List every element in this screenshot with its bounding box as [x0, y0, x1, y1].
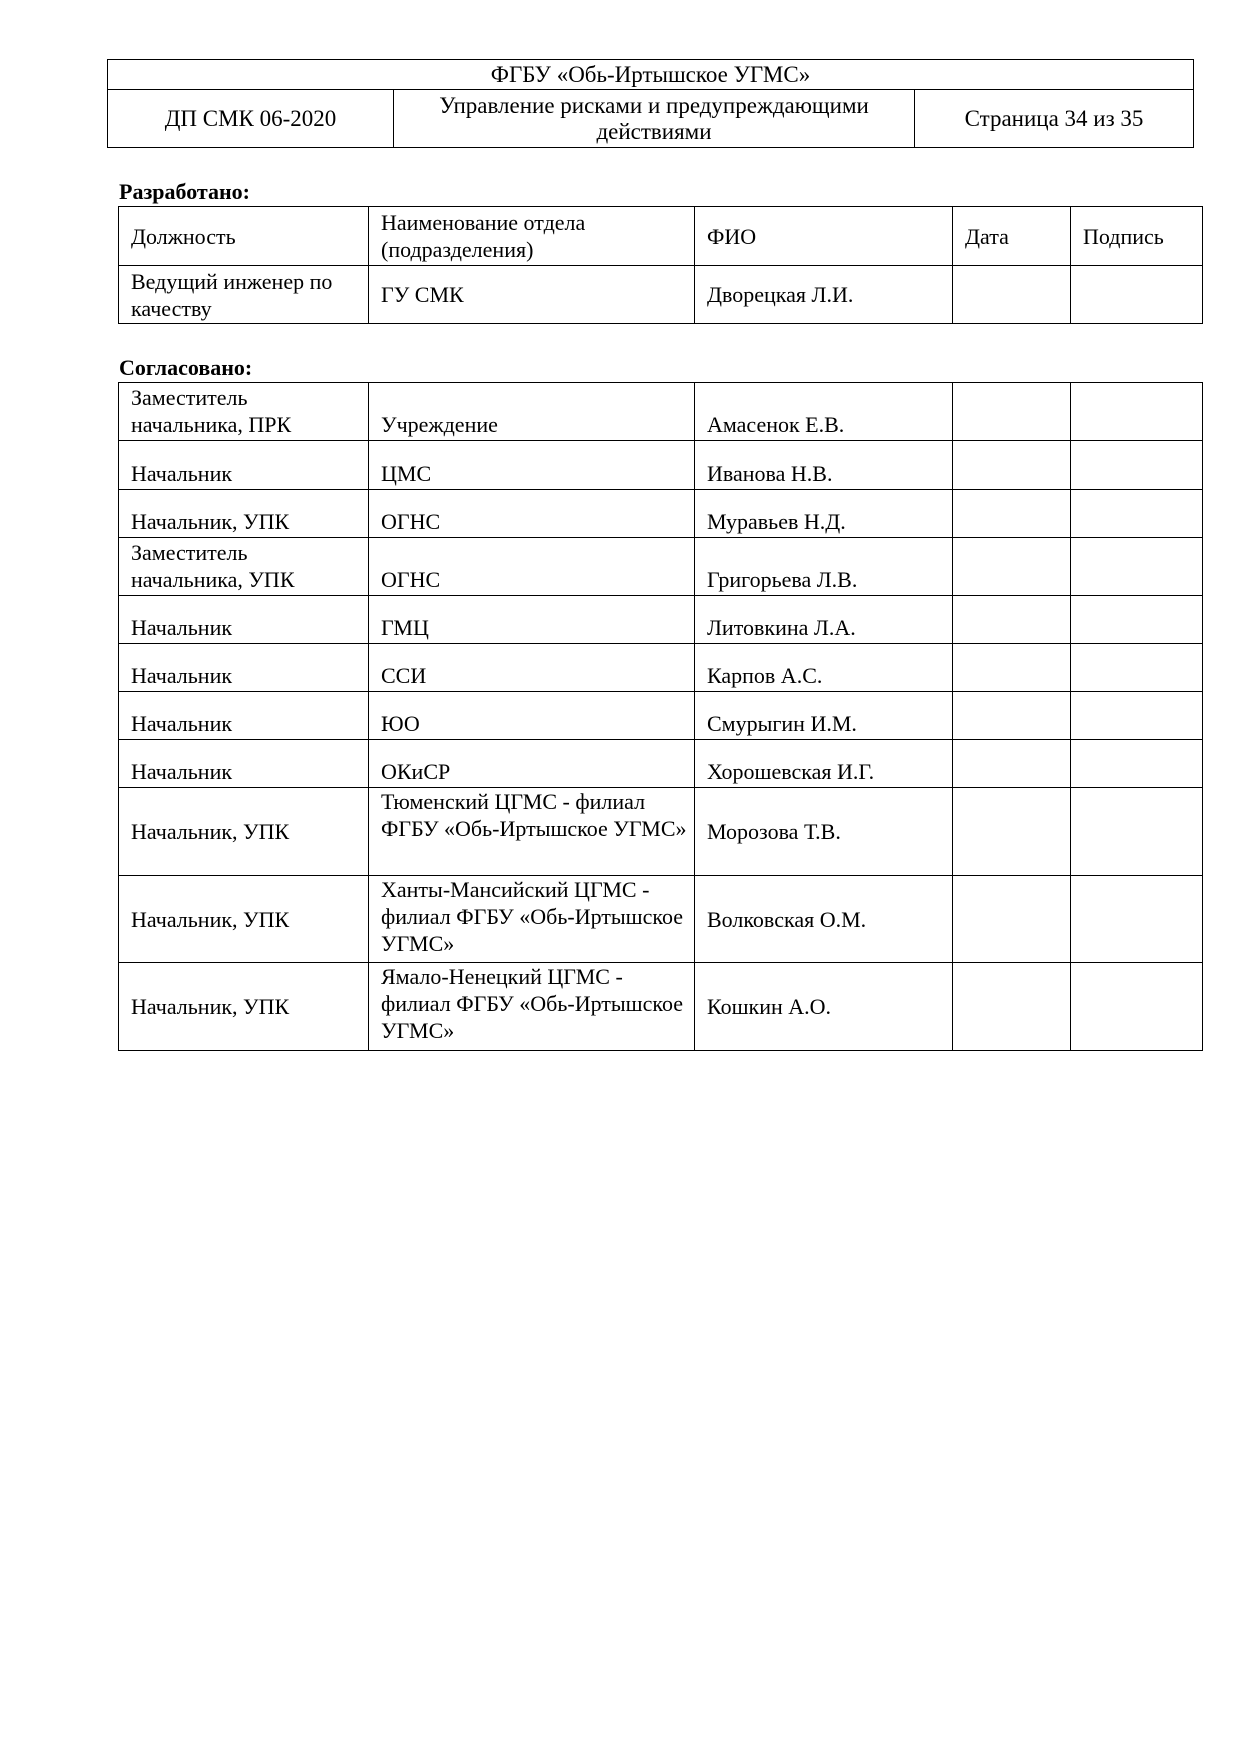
signature-cell [1071, 876, 1203, 963]
organization-name: ФГБУ «Обь-Иртышское УГМС» [108, 60, 1194, 90]
date-cell [953, 383, 1071, 441]
position-cell: Начальник [119, 740, 369, 788]
column-header-name: ФИО [695, 207, 953, 266]
signature-cell [1071, 596, 1203, 644]
date-cell [953, 538, 1071, 596]
signature-cell [1071, 441, 1203, 490]
name-cell: Дворецкая Л.И. [695, 266, 953, 324]
name-cell: Кошкин А.О. [695, 963, 953, 1051]
table-row [119, 383, 1203, 441]
department-cell: ЦМС [369, 441, 695, 490]
date-cell [953, 788, 1071, 876]
department-cell: ОКиСР [369, 740, 695, 788]
table-row [119, 963, 1203, 1051]
date-cell [953, 876, 1071, 963]
agreed-table [118, 382, 1203, 1051]
name-cell: Муравьев Н.Д. [695, 490, 953, 538]
date-cell [953, 692, 1071, 740]
date-cell [953, 596, 1071, 644]
signature-cell [1071, 383, 1203, 441]
document-title: Управление рисками и предупреждающими действиями [394, 90, 915, 148]
position-cell: Заместитель начальника, УПК [119, 538, 369, 596]
position-cell: Начальник, УПК [119, 876, 369, 963]
developed-section-title: Разработано: [119, 179, 251, 204]
column-header-date: Дата [953, 207, 1071, 266]
position-cell: Начальник, УПК [119, 490, 369, 538]
department-cell: Тюменский ЦГМС - филиал ФГБУ «Обь-Иртышское УГМС» [369, 788, 695, 876]
position-cell: Начальник [119, 692, 369, 740]
date-cell [953, 441, 1071, 490]
department-cell: Ямало-Ненецкий ЦГМС - филиал ФГБУ «Обь-Иртышское УГМС» [369, 963, 695, 1051]
name-cell: Литовкина Л.А. [695, 596, 953, 644]
date-cell [953, 740, 1071, 788]
table-row [119, 596, 1203, 644]
name-cell: Григорьева Л.В. [695, 538, 953, 596]
date-cell [953, 490, 1071, 538]
name-cell: Морозова Т.В. [695, 788, 953, 876]
table-row [119, 441, 1203, 490]
table-row [119, 538, 1203, 596]
department-cell: ЮО [369, 692, 695, 740]
department-cell: ГУ СМК [369, 266, 695, 324]
name-cell: Хорошевская И.Г. [695, 740, 953, 788]
position-cell: Заместитель начальника, ПРК [119, 383, 369, 441]
name-cell: Иванова Н.В. [695, 441, 953, 490]
name-cell: Карпов А.С. [695, 644, 953, 692]
position-cell: Ведущий инженер по качеству [119, 266, 369, 324]
signature-cell [1071, 788, 1203, 876]
department-cell: ОГНС [369, 538, 695, 596]
table-row [119, 692, 1203, 740]
signature-cell [1071, 692, 1203, 740]
signature-cell [1071, 740, 1203, 788]
signature-cell [1071, 963, 1203, 1051]
signature-cell [1071, 644, 1203, 692]
position-cell: Начальник, УПК [119, 788, 369, 876]
table-header-row [119, 207, 1203, 266]
name-cell: Амасенок Е.В. [695, 383, 953, 441]
date-cell [953, 963, 1071, 1051]
agreed-section-title: Согласовано: [119, 355, 253, 380]
name-cell: Волковская О.М. [695, 876, 953, 963]
page-number: Страница 34 из 35 [915, 90, 1194, 148]
developed-table [118, 206, 1203, 324]
date-cell [953, 266, 1071, 324]
signature-cell [1071, 266, 1203, 324]
date-cell [953, 644, 1071, 692]
department-cell: ССИ [369, 644, 695, 692]
department-cell: ОГНС [369, 490, 695, 538]
table-row [119, 644, 1203, 692]
position-cell: Начальник [119, 596, 369, 644]
table-row [119, 876, 1203, 963]
table-row [119, 266, 1203, 324]
department-cell: Ханты-Мансийский ЦГМС - филиал ФГБУ «Обь-Иртышское УГМС» [369, 876, 695, 963]
table-row [119, 788, 1203, 876]
document-header [107, 59, 1194, 148]
table-row [119, 490, 1203, 538]
column-header-signature: Подпись [1071, 207, 1203, 266]
signature-cell [1071, 490, 1203, 538]
department-cell: ГМЦ [369, 596, 695, 644]
position-cell: Начальник, УПК [119, 963, 369, 1051]
document-code: ДП СМК 06-2020 [108, 90, 394, 148]
column-header-department: Наименование отдела (подразделения) [369, 207, 695, 266]
position-cell: Начальник [119, 644, 369, 692]
column-header-position: Должность [119, 207, 369, 266]
position-cell: Начальник [119, 441, 369, 490]
department-cell: Учреждение [369, 383, 695, 441]
name-cell: Смурыгин И.М. [695, 692, 953, 740]
signature-cell [1071, 538, 1203, 596]
table-row [119, 740, 1203, 788]
